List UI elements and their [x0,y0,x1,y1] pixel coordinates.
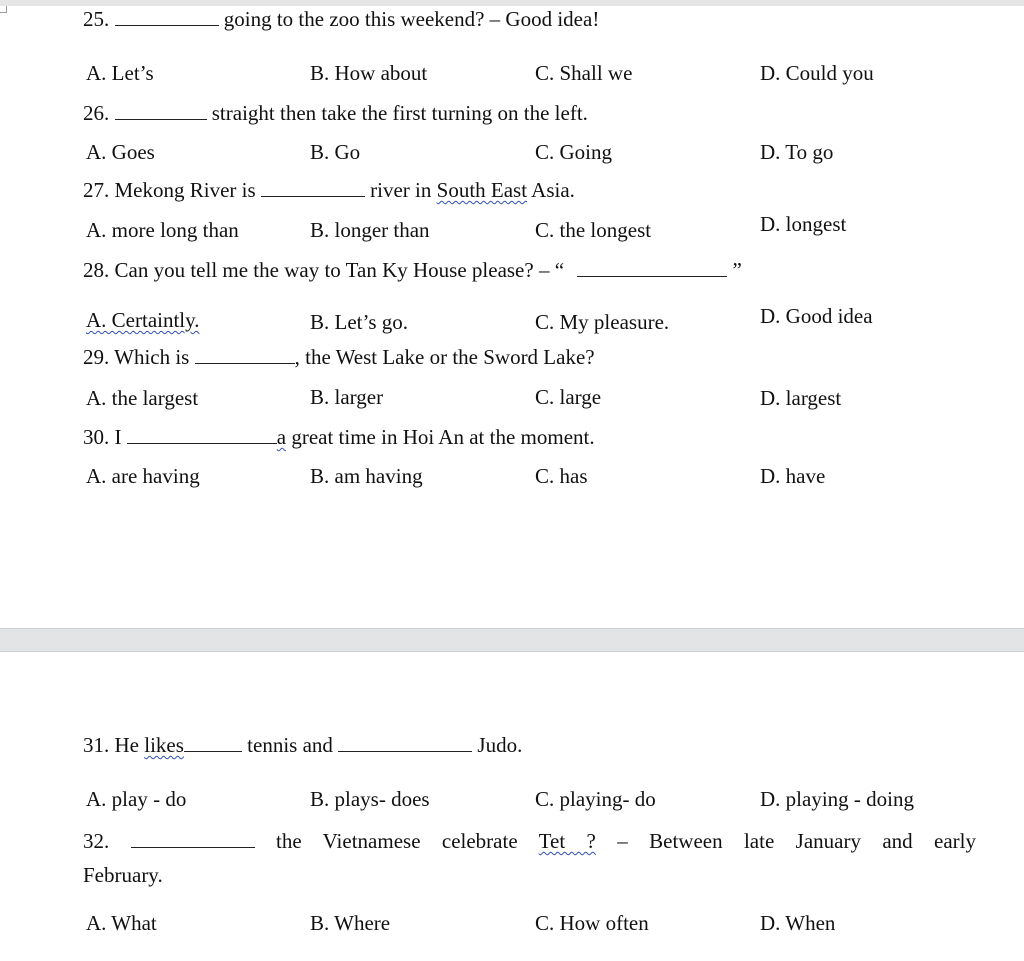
question-number: 31. [83,733,110,757]
answer-blank [131,829,255,848]
question-text: river in [370,178,432,202]
page-corner-mark [0,6,7,13]
option-a: A. Goes [86,140,155,164]
spelling-flagged-text: likes [144,733,184,757]
question-26 [83,100,588,126]
question-text: Which is [114,345,190,369]
question-number: 30. [83,425,110,449]
question-28 [83,257,742,283]
question-text: straight then take the first turning on the left. [211,101,588,125]
question-text-continued: February. [83,863,163,887]
option-b: B. larger [310,385,384,409]
option-b: B. Go [310,140,361,164]
page-break-gap [0,628,1024,652]
question-text: great time in Hoi An at the moment. [291,425,595,449]
option-b: B. How about [310,61,428,85]
answer-blank [115,7,219,26]
question-number: 32. [83,829,110,853]
option-d: D. playing - doing [760,787,914,811]
answer-blank [195,345,295,364]
question-31 [83,732,522,758]
option-b: B. plays- does [310,787,430,811]
option-c: C. My pleasure. [535,310,670,334]
question-number: 28. [83,258,110,282]
question-text: tennis and [247,733,333,757]
spelling-flagged-text: Tet ? [538,829,596,853]
answer-blank [338,733,472,752]
question-text: Mekong River is [114,178,256,202]
question-text: Can you tell me the way to Tan Ky House please? – “ [114,258,565,282]
question-number: 26. [83,101,110,125]
option-c: C. Shall we [535,61,633,85]
question-text: , the West Lake or the Sword Lake? [294,345,595,369]
option-d: D. When [760,911,836,935]
question-25 [83,6,599,32]
option-c: C. large [535,385,602,409]
question-32 [83,824,976,892]
option-b: B. am having [310,464,423,488]
answer-blank [184,733,242,752]
answer-blank [577,258,727,277]
question-number: 25. [83,7,110,31]
question-text: the Vietnamese celebrate [276,829,518,853]
option-d: D. largest [760,386,842,410]
option-b: B. Where [310,911,391,935]
option-c: C. playing- do [535,787,656,811]
option-a: A. Let’s [86,61,154,85]
option-a: A. are having [86,464,200,488]
option-b: B. longer than [310,218,430,242]
question-27 [83,177,575,203]
option-a: A. more long than [86,218,239,242]
option-a: A. play - do [86,787,187,811]
option-a: A. What [86,911,157,935]
answer-blank [261,178,365,197]
option-c: C. Going [535,140,613,164]
option-d: D. longest [760,212,847,236]
question-text: He [114,733,139,757]
option-d: D. Could you [760,61,874,85]
option-d: D. Good idea [760,304,873,328]
question-text: going to the zoo this weekend? – Good idea! [223,7,600,31]
option-c: C. the longest [535,218,652,242]
question-30 [83,424,595,450]
spelling-flagged-text: South East [436,178,528,202]
answer-blank [115,101,207,120]
option-d: D. have [760,464,826,488]
question-number: 27. [83,178,110,202]
question-text: Judo. [477,733,523,757]
question-text: ” [732,258,742,282]
question-text: – Between late January and early [617,829,976,853]
spelling-flagged-text: a [276,425,287,449]
option-b: B. Let’s go. [310,310,408,334]
answer-blank [127,425,277,444]
question-29 [83,344,595,370]
option-a: A. Certaintly. [86,308,200,332]
question-text: Asia. [531,178,575,202]
option-c: C. How often [535,911,649,935]
option-a: A. the largest [86,386,199,410]
question-number: 29. [83,345,110,369]
option-d: D. To go [760,140,834,164]
question-text: I [114,425,122,449]
option-c: C. has [535,464,588,488]
